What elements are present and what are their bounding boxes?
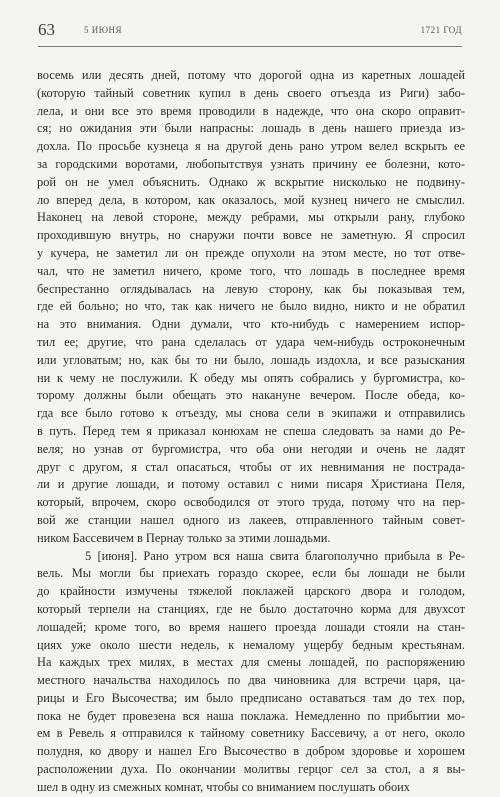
running-header bbox=[38, 20, 462, 46]
text-line: На каждых трех милях, в местах для смены лошадей, по распоряжению bbox=[37, 655, 465, 670]
text-line: циях уже около шести недель, к немалому ущербу бедным крестьянам. bbox=[37, 637, 465, 652]
text-line: пока не будет провезена вся наша поклажа. Немедленно по прибытии мо- bbox=[37, 708, 465, 723]
text-line: на это внимания. Одни думали, что кто-нибудь с намерением испор- bbox=[37, 317, 465, 332]
text-line: или угловатым; но, как бы то ни было, лошадь издохла, и все разыскания bbox=[37, 352, 465, 367]
text-line: торому должны были обещать это накануне вечером. После обеда, ко- bbox=[37, 388, 465, 403]
text-line: чал, что не заметил ничего, кроме того, что лошадь в последнее время bbox=[37, 263, 465, 278]
text-line: тил ее; другие, что рана сделалась от удара чем-нибудь остроконечным bbox=[37, 334, 465, 349]
text-line: вой же станции нашел одного из лакеев, отправленного тайным совет- bbox=[37, 512, 465, 527]
text-line: беспрестанно оглядывалась на левую сторону, как бы показывая тем, bbox=[37, 281, 465, 296]
text-line: местного начальства находилось по два чиновника для встречи царя, ца- bbox=[37, 673, 465, 688]
page-number: 63 bbox=[38, 20, 55, 39]
text-line: который, впрочем, скоро освободился от этого труда, потому что на пер- bbox=[37, 495, 465, 510]
text-line: вель. Мы могли бы приехать гораздо скорее, если бы лошади не были bbox=[37, 566, 465, 581]
text-line: до крайности измучены тяжелой поклажей царского двора и голодом, bbox=[37, 584, 465, 599]
text-line: восемь или десять дней, потому что дорогой одна из каретных лошадей bbox=[37, 68, 465, 82]
text-line: ем в Ревель я отправился к тайному советнику Бассевичу, а от него, около bbox=[37, 726, 465, 741]
text-line: 5 [июня]. Рано утром вся наша свита благополучно прибыла в Ре- bbox=[85, 548, 465, 563]
text-line: где ей больно; но что, так как ничего не было видно, никто и не обратил bbox=[37, 299, 465, 314]
text-line: ни к чему не послужили. К обеду мы опять собрались у бургомистра, ко- bbox=[37, 370, 465, 385]
text-line: дохла. По просьбе кузнеца я на другой день рано утром велел вскрыть ее bbox=[37, 139, 465, 154]
text-line: лошадей; кроме того, во время нашего проезда лошади стояли на стан- bbox=[37, 619, 465, 634]
text-line: ся; но ожидания эти были напрасны: лошадь в день нашего приезда из- bbox=[37, 121, 465, 136]
text-line: ли и другие лошади, и потому оставил с ними писаря Христиана Пеля, bbox=[37, 477, 465, 492]
text-line: лела, и они все это время проводили в надежде, что она скоро оправит- bbox=[37, 103, 465, 118]
text-line: ником Бассевичем в Пернау только за этими лошадьми. bbox=[37, 530, 331, 545]
text-line: проходившую внутрь, но снаружи почти вовсе не заметную. Я спросил bbox=[37, 228, 465, 243]
text-line: за городскими воротами, любопытствуя узнать причину ее болезни, кото- bbox=[37, 156, 465, 171]
text-line: в путь. Перед тем я приказал конюхам не спеша следовать за нами до Ре- bbox=[37, 423, 465, 438]
text-line: друг с другом, я стал опасаться, чтобы от их невнимания не пострада- bbox=[37, 459, 465, 474]
text-line: (которую тайный советник купил в день своего отъезда из Риги) забо- bbox=[37, 85, 465, 100]
text-line: ло вперед дела, в котором, как оказалось, мой кузнец ничего не смыслил. bbox=[37, 192, 465, 207]
text-line: который терпели на станциях, где не было достаточно корма для двухсот bbox=[37, 601, 465, 616]
text-line: шел в одну из смежных комнат, чтобы со вниманием послушать обоих bbox=[37, 779, 410, 794]
text-line: расположении духа. По окончании молитвы герцог сел за стол, а я вы- bbox=[37, 762, 465, 777]
running-header-date: 5 ИЮНЯ bbox=[84, 25, 123, 35]
text-line: веля; но узнав от бургомистра, что оба они негодяи и очень не ладят bbox=[37, 441, 465, 456]
text-line: полудня, ко двору и нашел Его Высочество в добром здоровье и хорошем bbox=[37, 744, 465, 759]
text-line: рицы и Его Высочества; им было предписано оставаться там до тех пор, bbox=[37, 690, 465, 705]
text-line: у кучера, не заметил ли он прежде опухоли на этом месте, но тот отве- bbox=[37, 245, 465, 260]
body-text bbox=[37, 67, 465, 797]
text-line: гда все было готово к отъезду, мы снова сели в экипажи и отправились bbox=[37, 406, 465, 421]
running-header-year: 1721 ГОД bbox=[420, 25, 462, 35]
text-line: рой он не умел объяснить. Однако ж вскрытие нисколько не подвину- bbox=[37, 174, 465, 189]
text-line: Наконец на левой стороне, между ребрами, мы открыли рану, глубоко bbox=[37, 210, 465, 225]
header-rule bbox=[38, 46, 462, 47]
